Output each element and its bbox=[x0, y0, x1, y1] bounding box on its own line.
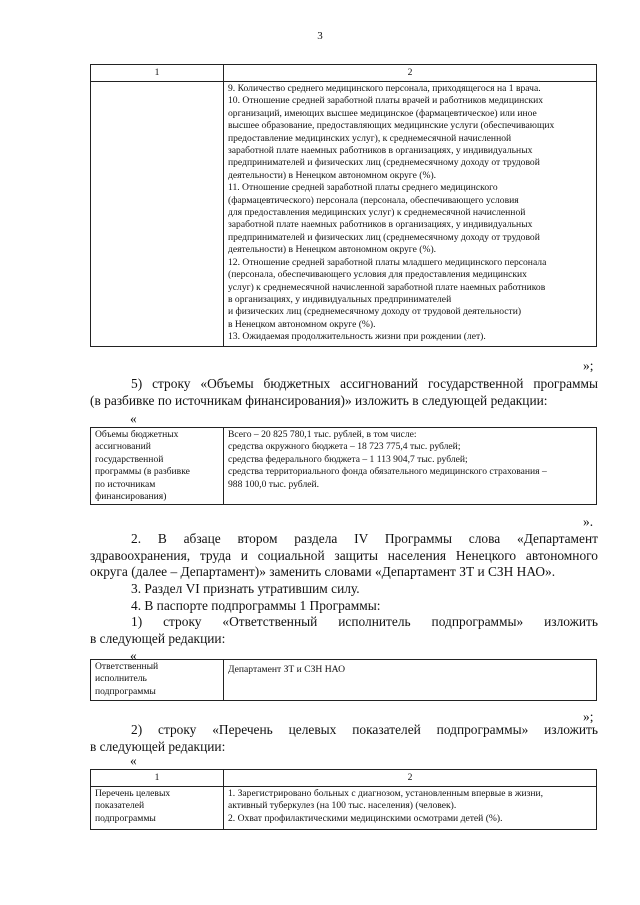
text-line: финансирования) bbox=[95, 491, 167, 503]
executor-value: Департамент ЗТ и СЗН НАО bbox=[224, 660, 597, 701]
paragraph-4-2 bbox=[90, 722, 598, 755]
text-line: (фармацевтического) персонала (персонала, обеспечивающего условия bbox=[228, 194, 519, 206]
text-line: 1. Зарегистрировано больных с диагнозом, установленным впервые в жизни, bbox=[228, 788, 544, 799]
text-line: показателей bbox=[95, 800, 145, 812]
closing-quote-2: ». bbox=[583, 514, 594, 529]
text-line: средства федерального бюджета – 1 113 904,7 тыс. рублей; bbox=[228, 453, 468, 465]
paragraph-4-1-line: 1) строку «Ответственный исполнитель подпрограммы» изложить bbox=[131, 614, 598, 629]
budget-row-values bbox=[224, 428, 597, 505]
paragraph-4: 4. В паспорте подпрограммы 1 Программы: bbox=[131, 598, 381, 613]
paragraph-4-2-line: в следующей редакции: bbox=[90, 738, 226, 754]
paragraph-3: 3. Раздел VI признать утратившим силу. bbox=[131, 581, 360, 596]
text-line: по источникам bbox=[95, 478, 156, 490]
text-line: активный туберкулез (на 100 тыс. населения) (человек). bbox=[228, 800, 457, 812]
item-5-line: 5) строку «Объемы бюджетных ассигнований государственной программы bbox=[131, 376, 598, 391]
text-line: средства окружного бюджета – 18 723 775,4 тыс. рублей; bbox=[228, 441, 461, 453]
text-line: подпрограммы bbox=[95, 812, 156, 824]
text-line: предпринимателей и физических лиц (среднемесячному доходу от трудовой bbox=[228, 157, 540, 169]
text-line: Всего – 20 825 780,1 тыс. рублей, в том числе: bbox=[228, 429, 417, 440]
paragraph-2 bbox=[90, 531, 598, 581]
text-line: 12. Отношение средней заработной платы младшего медицинского персонала bbox=[228, 256, 547, 268]
text-line: заработной плате наемных работников в организациях, у индивидуальных bbox=[228, 145, 533, 157]
text-line: деятельности) в Ненецком автономном округе (%). bbox=[228, 169, 437, 181]
budget-row-label bbox=[91, 428, 224, 505]
text-line: услуг) к среднемесячной начисленной заработной плате наемных работников bbox=[228, 281, 546, 293]
text-line: в Ненецком автономном округе (%). bbox=[228, 318, 376, 330]
paragraph-4-1 bbox=[90, 614, 598, 647]
text-line: подпрограммы bbox=[95, 685, 156, 697]
paragraph-4-1-line: в следующей редакции: bbox=[90, 630, 226, 646]
column-header-2: 2 bbox=[224, 770, 597, 787]
text-line: Перечень целевых bbox=[95, 788, 171, 799]
text-line: и физических лиц (среднемесячному доходу от трудовой деятельности) bbox=[228, 306, 522, 318]
text-line: (персонала, обеспечивающего условия для предоставления медицинских bbox=[228, 269, 527, 281]
column-header-2: 2 bbox=[224, 65, 597, 82]
executor-label bbox=[91, 660, 224, 701]
text-line: 10. Отношение средней заработной платы врачей и работников медицинских bbox=[228, 95, 544, 107]
paragraph-4-2-line: 2) строку «Перечень целевых показателей подпрограммы» изложить bbox=[131, 722, 598, 737]
column-header-1: 1 bbox=[91, 770, 224, 787]
text-line: 13. Ожидаемая продолжительность жизни при рождении (лет). bbox=[228, 331, 486, 343]
page-number: 3 bbox=[317, 30, 323, 42]
column-header-1: 1 bbox=[91, 65, 224, 82]
indicators-table-continued bbox=[90, 64, 597, 347]
text-line: ассигнований bbox=[95, 441, 151, 453]
text-line: 2. Охват профилактическими медицинскими осмотрами детей (%). bbox=[228, 812, 503, 824]
text-line: средства территориального фонда обязательного медицинского страхования – bbox=[228, 466, 547, 478]
text-line: в организациях, у индивидуальных предпринимателей bbox=[228, 293, 452, 305]
text-line: для предоставления медицинских услуг) к среднемесячной начисленной bbox=[228, 207, 526, 219]
text-line: заработной плате наемных работников в организациях, у индивидуальных bbox=[228, 219, 533, 231]
target-indicators-table bbox=[90, 769, 597, 830]
text-line: 9. Количество среднего медицинского персонала, приходящегося на 1 врача. bbox=[228, 83, 541, 94]
budget-table bbox=[90, 427, 597, 505]
empty-cell bbox=[91, 82, 224, 347]
item-5-paragraph bbox=[90, 376, 598, 409]
text-line: предпринимателей и физических лиц (среднемесячному доходу от трудовой bbox=[228, 231, 540, 243]
text-line: деятельности) в Ненецком автономном округе (%). bbox=[228, 244, 437, 256]
text-line: исполнитель bbox=[95, 673, 147, 685]
indicators-label bbox=[91, 787, 224, 830]
text-line: 11. Отношение средней заработной платы среднего медицинского bbox=[228, 182, 498, 194]
text-line: предоставление медицинских услуг), к среднемесячной начисленной bbox=[228, 132, 512, 144]
text-line: Ответственный bbox=[95, 661, 159, 672]
closing-quote-1: »; bbox=[583, 358, 594, 373]
indicators-values bbox=[224, 787, 597, 830]
paragraph-2-line: округа (далее – Департамент)» заменить словами «Департамент ЗТ и СЗН НАО». bbox=[90, 564, 556, 580]
text-line: Объемы бюджетных bbox=[95, 429, 179, 440]
text-line: государственной bbox=[95, 453, 164, 465]
text-line: 988 100,0 тыс. рублей. bbox=[228, 478, 320, 490]
closing-quote-3: »; bbox=[583, 709, 594, 724]
opening-quote-4: « bbox=[130, 753, 137, 768]
text-line: организаций, имеющих высшее медицинское (фармацевтическое) или иное bbox=[228, 107, 537, 119]
opening-quote-3: « bbox=[130, 648, 137, 663]
text-line: высшее образование, предоставляющих медицинские услуги (обеспечивающих bbox=[228, 120, 555, 132]
item-5-line: (в разбивке по источникам финансирования)» изложить в следующей редакции: bbox=[90, 392, 548, 408]
text-line: программы (в разбивке bbox=[95, 466, 190, 478]
paragraph-2-line: 2. В абзаце втором раздела IV Программы слова «Департамент bbox=[131, 531, 598, 546]
indicators-list bbox=[224, 82, 597, 347]
opening-quote-2: « bbox=[130, 411, 137, 426]
paragraph-2-line: здравоохранения, труда и социальной защиты населения Ненецкого автономного bbox=[90, 547, 598, 563]
responsible-executor-table bbox=[90, 659, 597, 701]
